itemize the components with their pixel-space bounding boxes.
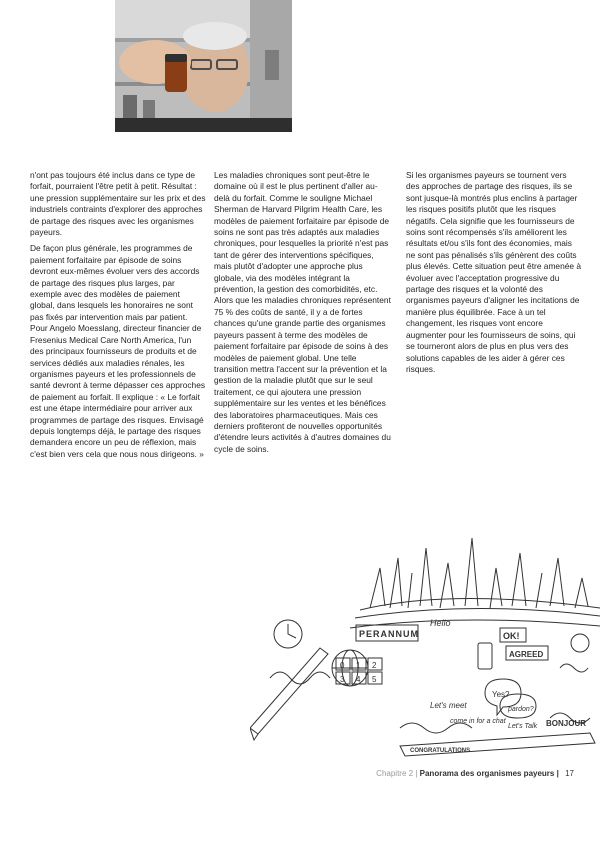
doodle-word: come in for a chat [450,718,506,725]
header-photo [115,0,292,132]
doodle-word: Let's meet [430,701,467,710]
doodle-drawing [250,528,600,763]
doodle-word: Hello [430,618,451,628]
doodle-digit: 4 [356,675,361,684]
doodle-illustration [250,528,600,763]
text-column-3 [406,170,582,380]
paragraph: De façon plus générale, les programmes de paiement forfaitaire par épisode de soins devront eux-mêmes évoluer vers des accords de partage des risques plus larges, par exemple avec des modèles de paiement global, dans lesquels les honoraires ne sont pas fixés par intervention mais par patient. Pour Angelo Moesslang, directeur financier de Fresenius Medical Care North America, l'un des principaux fournisseurs de produits et de services dédiés aux maladies rénales, les organismes payeurs et les professionnels de santé devront à terme dépasser ces approches de paiement au forfait. Il explique : « Le forfait est une étape intermédiaire pour arriver aux programmes de partage des risques. Envisagé depuis longtemps déjà, le partage des risques demandera encore un peu de réflexion, mais c'est bien vers cela que nous nous dirigeons. » [30,243,206,459]
page-number: 17 [565,769,574,778]
doodle-word: Let's Talk [508,723,538,730]
footer-separator: | [415,769,418,778]
doodle-word: Yes? [492,690,510,699]
footer-title: Panorama des organismes payeurs [419,769,555,778]
doodle-word: pardon? [508,706,534,713]
doodle-digit: 5 [372,675,377,684]
doodle-digit: 2 [372,661,377,670]
doodle-word: BONJOUR [546,719,587,728]
paragraph: Si les organismes payeurs se tournent vers des approches de partage des risques, ils se sont jusque-là montrés plus enclins à partager les risques positifs plutôt que les risques négatifs. Cela signifie que les fournisseurs de soins sont récompensés s'ils améliorent les résultats et/ou s'ils font des économies, mais ne sont pas pénalisés s'ils génèrent des coûts plus élevés. Cette situation peut être amenée à évoluer avec l'acceptation progressive du partage des risques et la volonté des organismes payeurs d'aligner les incitations de manière plus équilibrée. Face à un tel changement, les risques vont encore augmenter pour les fournisseurs de soins, qui se tourneront alors de plus en plus vers des solutions capables de les aider à gérer ces risques. [406,170,582,374]
doodle-digit: 0 [340,661,345,670]
doodle-word: PERANNUM [359,629,420,639]
doodle-word: AGREED [509,650,544,659]
doodle-word: OK! [503,631,520,641]
paragraph: n'ont pas toujours été inclus dans ce type de forfait, pourraient l'être petit à petit. Résultat : une pression supplémentaire sur les prix et des industriels contraints d'explorer des approches de partage des risques avec les organismes payeurs. [30,170,206,238]
footer-chapter: Chapitre 2 [376,769,414,778]
text-column-2 [214,170,392,460]
doodle-digit: 3 [340,675,345,684]
text-column-1 [30,170,206,465]
footer-separator: | [556,769,559,778]
paragraph: Les maladies chroniques sont peut-être le domaine où il est le plus pertinent d'aller au-delà du forfait. Comme le souligne Michael Sherman de Harvard Pilgrim Health Care, les modèles de paiement forfaitaire par épisode de soins ne sont pas très adaptés aux maladies chroniques, pour lesquelles la priorité n'est pas tant de gérer des interventions spécifiques, mais plutôt d'adopter une approche plus globale, via des modèles intégrant la prévention, la gestion des comorbidités, etc. Alors que les maladies chroniques représentent 75 % des coûts de santé, il y a de fortes chances qu'une grande partie des organismes payeurs passent à terme des modèles de paiement forfaitaire par épisode de soins à des modèles de paiement global. Une telle transition mettra l'accent sur la prévention et la gestion de la maladie plutôt que sur le seul traitement, ce qui ajoutera une pression supplémentaire sur les ventes et les bénéfices des laboratoires pharmaceutiques. Mais ces derniers profiteront de nouvelles opportunités d'étendre leurs activités à d'autres domaines du cycle de soins. [214,170,391,454]
photo-illustration [115,0,292,132]
page-footer [376,769,574,778]
doodle-digit: 1 [356,661,361,670]
doodle-word: CONGRATULATIONS [410,748,471,754]
